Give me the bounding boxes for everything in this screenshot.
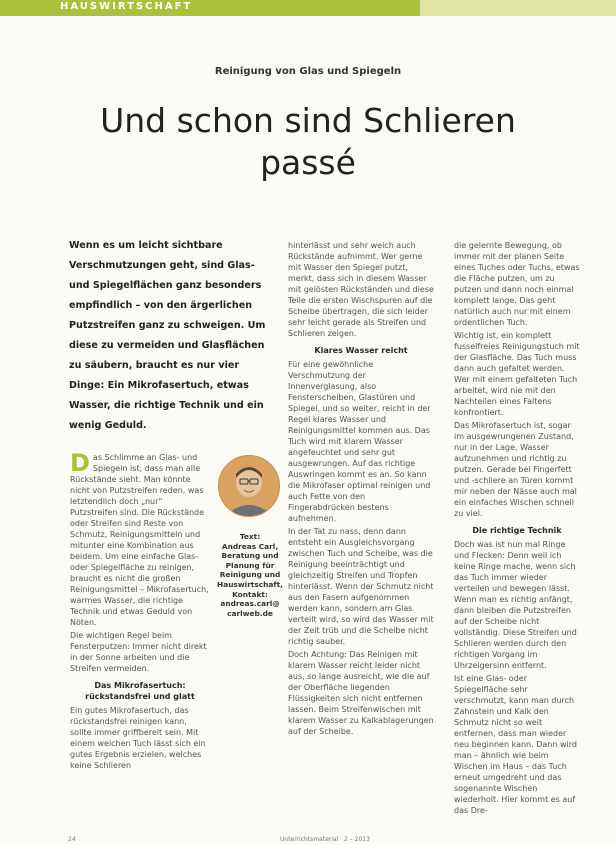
lead-paragraph: Wenn es um leicht sichtbare Verschmutzungen geht, sind Glas- und Spiegelflächen ganz besonders empfindlich – von den ärgerlichen Putzstreifen ganz zu schweigen. Um diese zu vermeiden und Glasflächen zu säubern, braucht es nur vier Dinge: Ein Mikrofasertuch, etwas Wasser, die richtige Technik und ein wenig Geduld. xyxy=(69,240,266,431)
text-column-1 xyxy=(70,449,210,773)
author-photo xyxy=(218,455,280,517)
subheading: Das Mikrofasertuch: rückstandsfrei und glatt xyxy=(85,681,195,701)
paragraph: die gelernte Bewegung, ob immer mit der planen Seite eines Tuches oder Tuchs, etwas die Fläche putzen, um zu putzen und dann noch einmal komplett lange. Das geht natürlich auch nur mit einem ordentlichen Tuch. xyxy=(454,241,580,327)
text-column-2 xyxy=(288,240,434,739)
author-role: Hauswirtschaft, xyxy=(217,579,283,589)
author-contact-label: Kontakt: xyxy=(232,589,268,599)
headline-line-1: Und schon sind Schlieren xyxy=(100,101,516,140)
author-name: Andreas Carl, xyxy=(221,541,279,551)
text-column-3 xyxy=(454,240,580,818)
author-role: Reinigung und xyxy=(219,570,281,580)
article-headline xyxy=(60,100,556,184)
paragraph: In der Tat zu nass, denn dann entsteht ein Ausgleichsvorgang zwischen Tuch und Scheibe, was die Reinigung beeinträchtigt und gleichzeitig Streifen und Tropfen hinterlässt. Wenn der Schmutz nicht aus den Fasern aufgenommen werden kann, sondern am Glas verteilt wird, so wird das Wasser mit der Zeit trüb und die Scheibe nicht richtig sauber. xyxy=(288,527,434,646)
author-role: Beratung und xyxy=(221,551,279,561)
paragraph: Die wichtigen Regel beim Fensterputzen: Immer nicht direkt in der Sonne arbeiten und die Streifen vermeiden. xyxy=(70,631,207,673)
paragraph: Wichtig ist, ein komplett fusselfreies Reinigungstuch mit der Glasfläche. Das Tuch muss dann auch gefaltet werden. Wer mit einem gefalteten Tuch arbeitet, wird nie mit den Nachteilen eines Faltens konfrontiert. xyxy=(454,331,580,417)
paragraph-text: as Schlimme an Glas- und Spiegeln ist, dass man alle Rückstände sieht. Man könnte nicht von Putzstreifen reden, was letztendlich doch „nur“ Putzstreifen sind. Die Rückstände oder Streifen sind Reste von Schmutz, Reinigungsmitteln und mitunter eine Kombination aus beidem. Um eine einfache Glas- oder Spiegelfläche zu reinigen, braucht es nicht die großen Reinigungsmittel – Mikrofasertuch, warmes Wasser, die richtige Technik und etwas Geduld von Nöten. xyxy=(70,453,209,627)
drop-cap: D xyxy=(70,449,90,477)
subheading: Klares Wasser reicht xyxy=(314,346,408,355)
author-label: Text: xyxy=(239,532,261,541)
paragraph: Doch Achtung: Das Reinigen mit klarem Wasser reicht leider nicht aus, so lange ausreicht, wie die auf der Oberfläche liegenden Flüssigkeiten sich nicht entfernen lassen. Beim Streifenwischen mit klarem Wasser zu Kalkablagerungen auf der Scheibe. xyxy=(288,650,434,736)
page-number: 24 xyxy=(68,836,76,843)
paragraph xyxy=(70,449,210,628)
paragraph: Ein gutes Mikrofasertuch, das rückstandsfrei reinigen kann, sollte immer griffbereit sein. Mit einem weichen Tuch lässt sich ein gutes Ergebnis erzielen, welches keine Schlieren xyxy=(70,706,206,770)
author-role: Planung für xyxy=(225,560,275,570)
paragraph: Für eine gewöhnliche Verschmutzung der Innenverglasung, also Fensterscheiben, Glastüren und Spiegel, und so weiter, reicht in der Regel klares Wasser und Reinigungsmittel kommen aus. Das Tuch wird mit klarem Wasser angefeuchtet und sehr gut ausgewrungen. Auf das richtige Auswringen kommt es an. So kann die Mikrofaser optimal reinigen und auch Fette von den Fingerabdrücken bestens aufnehmen. xyxy=(288,360,431,523)
paragraph: Doch was ist nun mal Ringe und Flecken: Denn weil ich keine Ringe mache, wenn sich das Tuch immer wieder verteilen und bewegen lässt. Wenn man es richtig anfängt, dann bleiben die Putzstreifen auf der Scheibe nicht vollständig. Diese Streifen und Schlieren werden durch den richtigen Vorgang im Uhrzeigersinn entfernt. xyxy=(454,540,577,670)
paragraph: hinterlässt und sehr weich auch Rückstände aufnimmt. Wer gerne mit Wasser den Spiegel putzt, merkt, dass sich in diesem Wasser mit gelösten Rückständen und diese Teile die ersten Wischspuren auf die Scheibe übertragen, die sich leider sehr leicht gerade als Streifen und Schlieren zeigen. xyxy=(288,241,434,338)
section-label: HAUSWIRTSCHAFT xyxy=(60,1,193,12)
section-bar-lime xyxy=(420,0,616,16)
issue-number: 2 – 2013 xyxy=(344,836,370,843)
magazine-name: Unterrichtsmaterial xyxy=(280,836,339,843)
author-email: carlweb.de xyxy=(227,608,273,618)
author-credit xyxy=(214,532,286,618)
section-bar xyxy=(0,0,616,16)
author-email: andreas.carl@ xyxy=(220,599,280,609)
paragraph: Das Mikrofasertuch ist, sogar im ausgewrungenen Zustand, nur in der Lage, Wasser aufzunehmen und richtig zu putzen. Gerade bei Fingerfett und -schliere an Türen kommt mir neben der Nässe auch mal ein einfaches Wischen schnell zu viel. xyxy=(454,421,577,518)
article-subtitle: Reinigung von Glas und Spiegeln xyxy=(214,66,402,77)
paragraph: Ist eine Glas- oder Spiegelfläche sehr verschmutzt, kann man durch Zahnstein und Kalk den Schmutz nicht so weit entfernen, dass man wieder neu beginnen kann. Dann wird man – ähnlich wie beim Wischen im Haus – das Tuch erneut umgedreht und das sogenannte Wischen wiederholt. Hier kommt es auf das Dre- xyxy=(454,674,577,815)
subheading: Die richtige Technik xyxy=(472,526,562,535)
headline-line-2: passé xyxy=(260,143,356,182)
